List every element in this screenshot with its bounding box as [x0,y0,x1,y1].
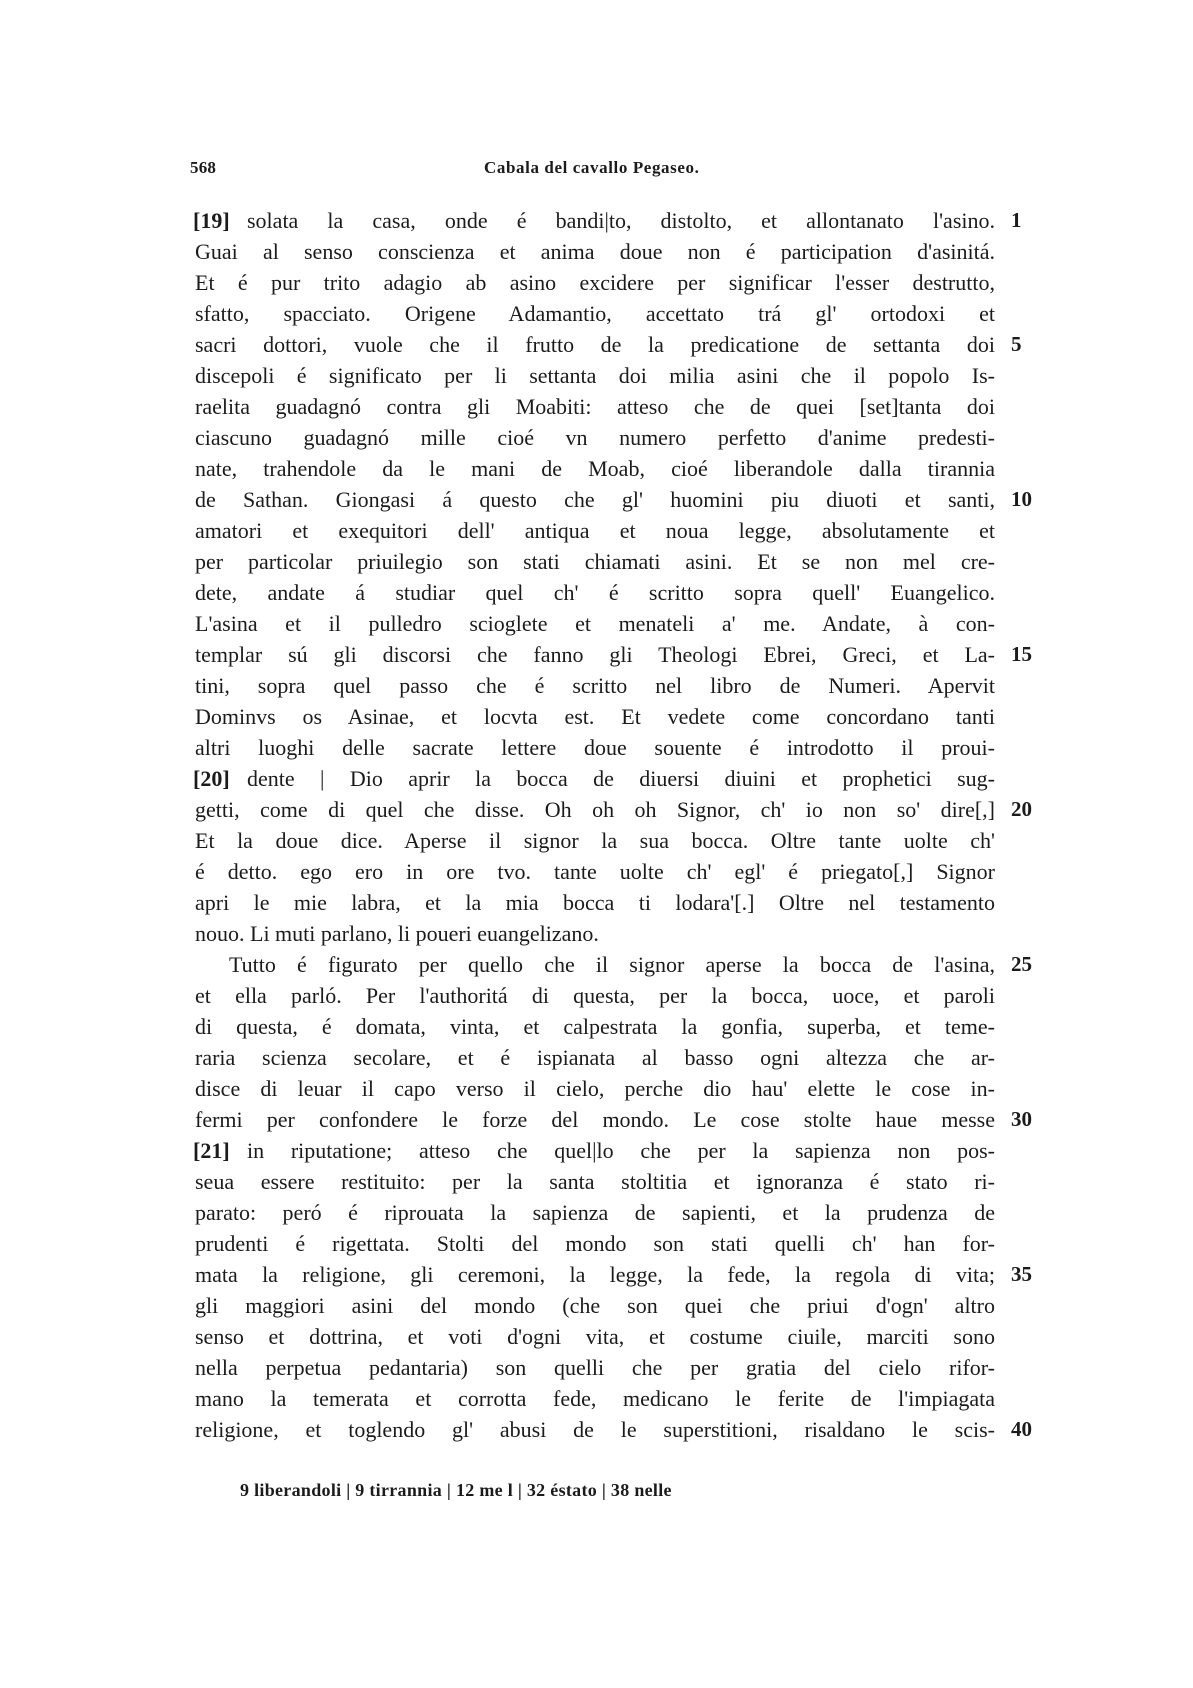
line-number: 20 [1011,797,1032,821]
line-text: mano la temerata et corrotta fede, medicano le ferite de l'impiagata [195,1386,995,1411]
line-text: dete, andate á studiar quel ch' é scritto sopra quell' Euangelico. [195,580,995,605]
line-text: nouo. Li muti parlano, li poueri euangelizano. [195,921,599,946]
line-text: mata la religione, gli ceremoni, la legge, la fede, la regola di vita; [195,1262,995,1287]
line-number: 15 [1011,642,1032,666]
text-line [195,918,1193,949]
line-number: 35 [1011,1262,1032,1286]
line-text: senso et dottrina, et voti d'ogni vita, et costume ciuile, marciti sono [195,1324,995,1349]
text-line [195,236,1193,267]
text-line [195,949,1193,980]
line-text: é detto. ego ero in ore tvo. tante uolte ch' egl' é priegato[,] Signor [195,859,995,884]
line-text: apri le mie labra, et la mia bocca ti lodara'[.] Oltre nel testamento [195,890,995,915]
text-line [195,1073,1193,1104]
line-text: templar sú gli discorsi che fanno gli Theologi Ebrei, Greci, et La- [195,642,995,667]
line-text: altri luoghi delle sacrate lettere doue souente é introdotto il proui- [195,735,995,760]
line-text: de Sathan. Giongasi á questo che gl' huomini piu diuoti et santi, [195,487,995,512]
line-text: sfatto, spacciato. Origene Adamantio, accettato trá gl' ortodoxi et [195,301,995,326]
line-text: amatori et exequitori dell' antiqua et noua legge, absolutamente et [195,518,995,543]
line-text: L'asina et il pulledro scioglete et menateli a' me. Andate, à con- [195,611,995,636]
text-line [195,422,1193,453]
page-marker: [19] [193,208,230,233]
text-line [195,1135,1193,1166]
line-text: discepoli é significato per li settanta doi milia asini che il popolo Is- [195,363,995,388]
text-line [195,1197,1193,1228]
text-line [195,267,1193,298]
text-line [195,794,1193,825]
line-text: Guai al senso conscienza et anima doue non é participation d'asinitá. [195,239,995,264]
text-line [195,1011,1193,1042]
line-text: raria scienza secolare, et é ispianata al basso ogni altezza che ar- [195,1045,995,1070]
line-text: sacri dottori, vuole che il frutto de la predicatione de settanta doi [195,332,995,357]
line-text: per particolar priuilegio son stati chiamati asini. Et se non mel cre- [195,549,995,574]
text-line [195,577,1193,608]
line-text: nella perpetua pedantaria) son quelli che per gratia del cielo rifor- [195,1355,995,1380]
line-text: Et é pur trito adagio ab asino excidere per significar l'esser destrutto, [195,270,995,295]
line-number: 5 [1011,332,1022,356]
line-text: et ella parló. Per l'authoritá di questa, per la bocca, uoce, et paroli [195,983,995,1008]
text-line [195,670,1193,701]
text-line [195,701,1193,732]
line-text: tini, sopra quel passo che é scritto nel libro de Numeri. Apervit [195,673,995,698]
text-line [195,360,1193,391]
line-text: in riputatione; atteso che quel|lo che per la sapienza non pos- [247,1138,995,1163]
line-text: disce di leuar il capo verso il cielo, perche dio hau' elette le cose in- [195,1076,995,1101]
line-text: getti, come di quel che disse. Oh oh oh Signor, ch' io non so' dire[,] [195,797,995,822]
line-text: parato: peró é riprouata la sapienza de sapienti, et la prudenza de [195,1200,995,1225]
line-text: Et la doue dice. Aperse il signor la sua bocca. Oltre tante uolte ch' [195,828,995,853]
main-text [195,205,1193,1445]
text-line [195,825,1193,856]
text-line [195,298,1193,329]
line-text: ciascuno guadagnó mille cioé vn numero perfetto d'anime predesti- [195,425,995,450]
text-line [195,484,1193,515]
text-line [195,453,1193,484]
text-line [195,391,1193,422]
line-number: 30 [1011,1107,1032,1131]
line-number: 1 [1011,208,1022,232]
text-line [195,1166,1193,1197]
text-line [195,1259,1193,1290]
page-marker: [21] [193,1138,230,1163]
line-text: Tutto é figurato per quello che il signor aperse la bocca de l'asina, [229,952,995,977]
text-line [195,763,1193,794]
text-line [195,205,1193,236]
page-number: 568 [190,158,217,177]
text-line [195,515,1193,546]
text-line [195,1104,1193,1135]
line-text: di questa, é domata, vinta, et calpestrata la gonfia, superba, et teme- [195,1014,995,1039]
text-line [195,980,1193,1011]
text-line [195,329,1193,360]
line-number: 40 [1011,1417,1032,1441]
text-line [195,856,1193,887]
page-header [190,158,1010,182]
line-number: 25 [1011,952,1032,976]
line-text: Dominvs os Asinae, et locvta est. Et vedete come concordano tanti [195,704,995,729]
line-number: 10 [1011,487,1032,511]
line-text: prudenti é rigettata. Stolti del mondo son stati quelli ch' han for- [195,1231,995,1256]
text-line [195,546,1193,577]
running-title: Cabala del cavallo Pegaseo. [484,158,700,177]
line-text: dente | Dio aprir la bocca de diuersi diuini et prophetici sug- [247,766,995,791]
text-line [195,1228,1193,1259]
text-line [195,1383,1193,1414]
text-line [195,608,1193,639]
text-line [195,732,1193,763]
line-text: religione, et toglendo gl' abusi de le superstitioni, risaldano le scis- [195,1417,995,1442]
text-line [195,1042,1193,1073]
footnote-apparatus: 9 liberandoli | 9 tirrannia | 12 me l | 32 éstato | 38 nelle [240,1480,672,1500]
line-text: gli maggiori asini del mondo (che son quei che priui d'ogn' altro [195,1293,995,1318]
text-line [195,639,1193,670]
line-text: raelita guadagnó contra gli Moabiti: atteso che de quei [set]tanta doi [195,394,995,419]
line-text: solata la casa, onde é bandi|to, distolto, et allontanato l'asino. [247,208,995,233]
page-marker: [20] [193,766,230,791]
text-line [195,1290,1193,1321]
line-text: fermi per confondere le forze del mondo. Le cose stolte haue messe [195,1107,995,1132]
text-line [195,887,1193,918]
text-line [195,1321,1193,1352]
text-line [195,1414,1193,1445]
text-line [195,1352,1193,1383]
line-text: seua essere restituito: per la santa stoltitia et ignoranza é stato ri- [195,1169,995,1194]
line-text: nate, trahendole da le mani de Moab, cioé liberandole dalla tirannia [195,456,995,481]
